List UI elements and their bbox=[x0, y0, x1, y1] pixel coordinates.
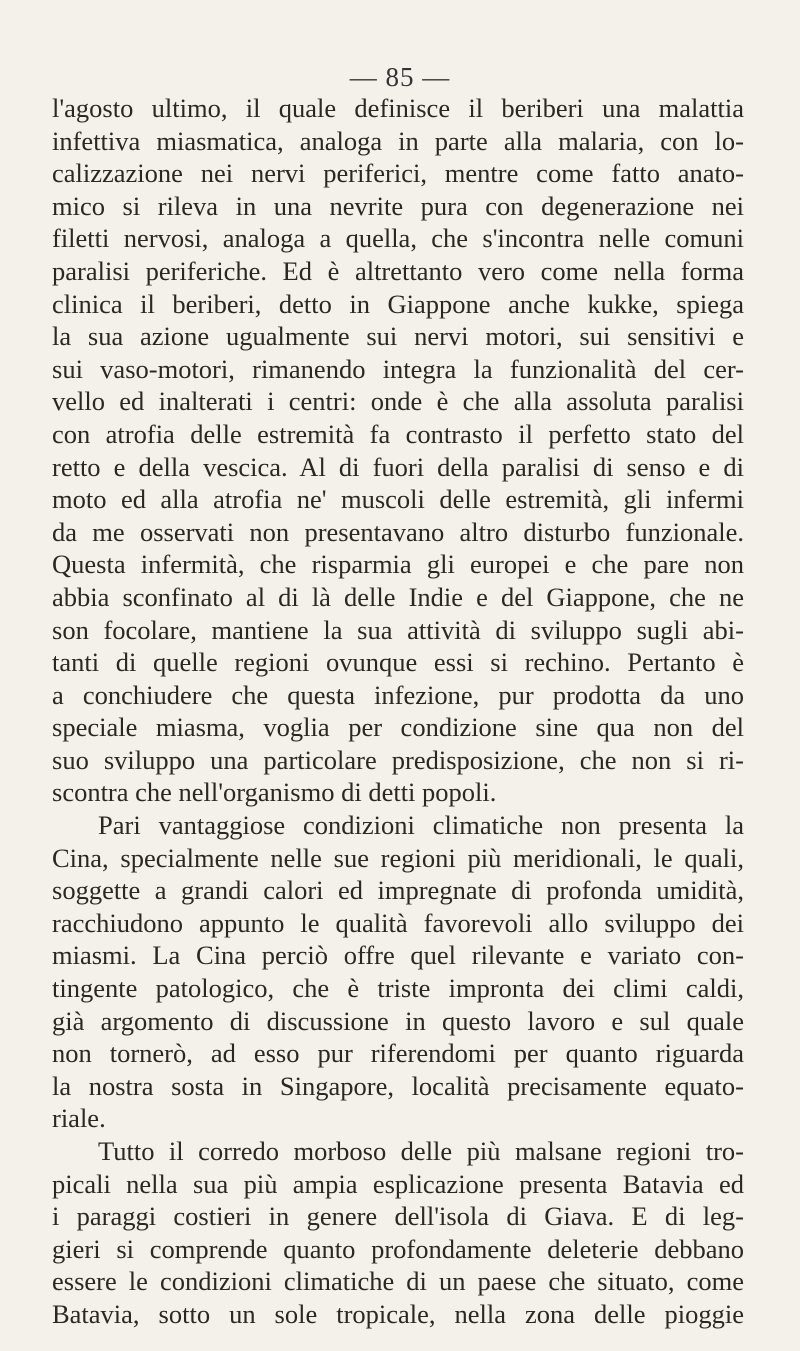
text-line: con atrofia delle estremità fa contrasto il perfetto stato del bbox=[52, 418, 744, 449]
text-line: miasmi. La Cina perciò offre quel rilevante e variato con- bbox=[52, 940, 744, 971]
text-line: essere le condizioni climatiche di un paese che situato, come bbox=[52, 1266, 744, 1297]
text-line: moto ed alla atrofia ne' muscoli delle estremità, gli infermi bbox=[52, 484, 744, 515]
text-line: i paraggi costieri in genere dell'isola di Giava. E di leg- bbox=[52, 1201, 744, 1232]
body-text bbox=[52, 92, 744, 1331]
text-line: la nostra sosta in Singapore, località precisamente equato- bbox=[52, 1070, 744, 1101]
text-line: suo sviluppo una particolare predisposizione, che non si ri- bbox=[52, 744, 744, 775]
text-line: tingente patologico, che è triste impronta dei climi caldi, bbox=[52, 973, 744, 1004]
page-number: — 85 — bbox=[349, 62, 451, 92]
text-line: vello ed inalterati i centri: onde è che alla assoluta paralisi bbox=[52, 386, 744, 417]
text-line: Tutto il corredo morboso delle più malsane regioni tro- bbox=[98, 1136, 744, 1166]
text-line: tanti di quelle regioni ovunque essi si rechino. Pertanto è bbox=[52, 647, 744, 678]
text-line: Questa infermità, che risparmia gli europei e che pare non bbox=[52, 549, 744, 580]
text-line: non tornerò, ad esso pur riferendomi per quanto riguarda bbox=[52, 1038, 744, 1069]
text-line: gieri si comprende quanto profondamente deleterie debbano bbox=[52, 1233, 744, 1264]
text-line: clinica il beriberi, detto in Giappone anche kukke, spiega bbox=[52, 288, 744, 319]
text-line: retto e della vescica. Al di fuori della paralisi di senso e di bbox=[52, 451, 744, 482]
text-line: son focolare, mantiene la sua attività di sviluppo sugli abi- bbox=[52, 614, 744, 645]
text-line: paralisi periferiche. Ed è altrettanto vero come nella forma bbox=[52, 255, 744, 286]
text-line: scontra che nell'organismo di detti popoli. bbox=[52, 777, 497, 808]
text-line: a conchiudere che questa infezione, pur prodotta da uno bbox=[52, 679, 744, 710]
text-line: la sua azione ugualmente sui nervi motori, sui sensitivi e bbox=[52, 321, 744, 352]
text-line: da me osservati non presentavano altro disturbo funzionale. bbox=[52, 516, 744, 547]
text-line: mico si rileva in una nevrite pura con degenerazione nei bbox=[52, 190, 744, 221]
text-line: abbia sconfinato al di là delle Indie e del Giappone, che ne bbox=[52, 581, 744, 612]
text-line: infettiva miasmatica, analoga in parte alla malaria, con lo- bbox=[52, 125, 744, 156]
text-line: calizzazione nei nervi periferici, mentre come fatto anato- bbox=[52, 158, 744, 189]
text-line: speciale miasma, voglia per condizione sine qua non del bbox=[52, 712, 744, 743]
text-line: filetti nervosi, analoga a quella, che s'incontra nelle comuni bbox=[52, 223, 744, 254]
text-line: già argomento di discussione in questo lavoro e sul quale bbox=[52, 1005, 744, 1036]
text-line: racchiudono appunto le qualità favorevoli allo sviluppo dei bbox=[52, 907, 744, 938]
text-line: riale. bbox=[52, 1103, 106, 1134]
text-line: Cina, specialmente nelle sue regioni più meridionali, le quali, bbox=[52, 842, 744, 873]
text-line: Pari vantaggiose condizioni climatiche non presenta la bbox=[98, 810, 744, 841]
text-line: picali nella sua più ampia esplicazione presenta Batavia ed bbox=[52, 1168, 744, 1199]
text-line: sui vaso-motori, rimanendo integra la funzionalità del cer- bbox=[52, 353, 744, 384]
text-line: l'agosto ultimo, il quale definisce il beriberi una malattia bbox=[52, 93, 744, 123]
text-line: soggette a grandi calori ed impregnate di profonda umidità, bbox=[52, 875, 744, 906]
text-line: Batavia, sotto un sole tropicale, nella zona delle pioggie bbox=[52, 1298, 744, 1329]
